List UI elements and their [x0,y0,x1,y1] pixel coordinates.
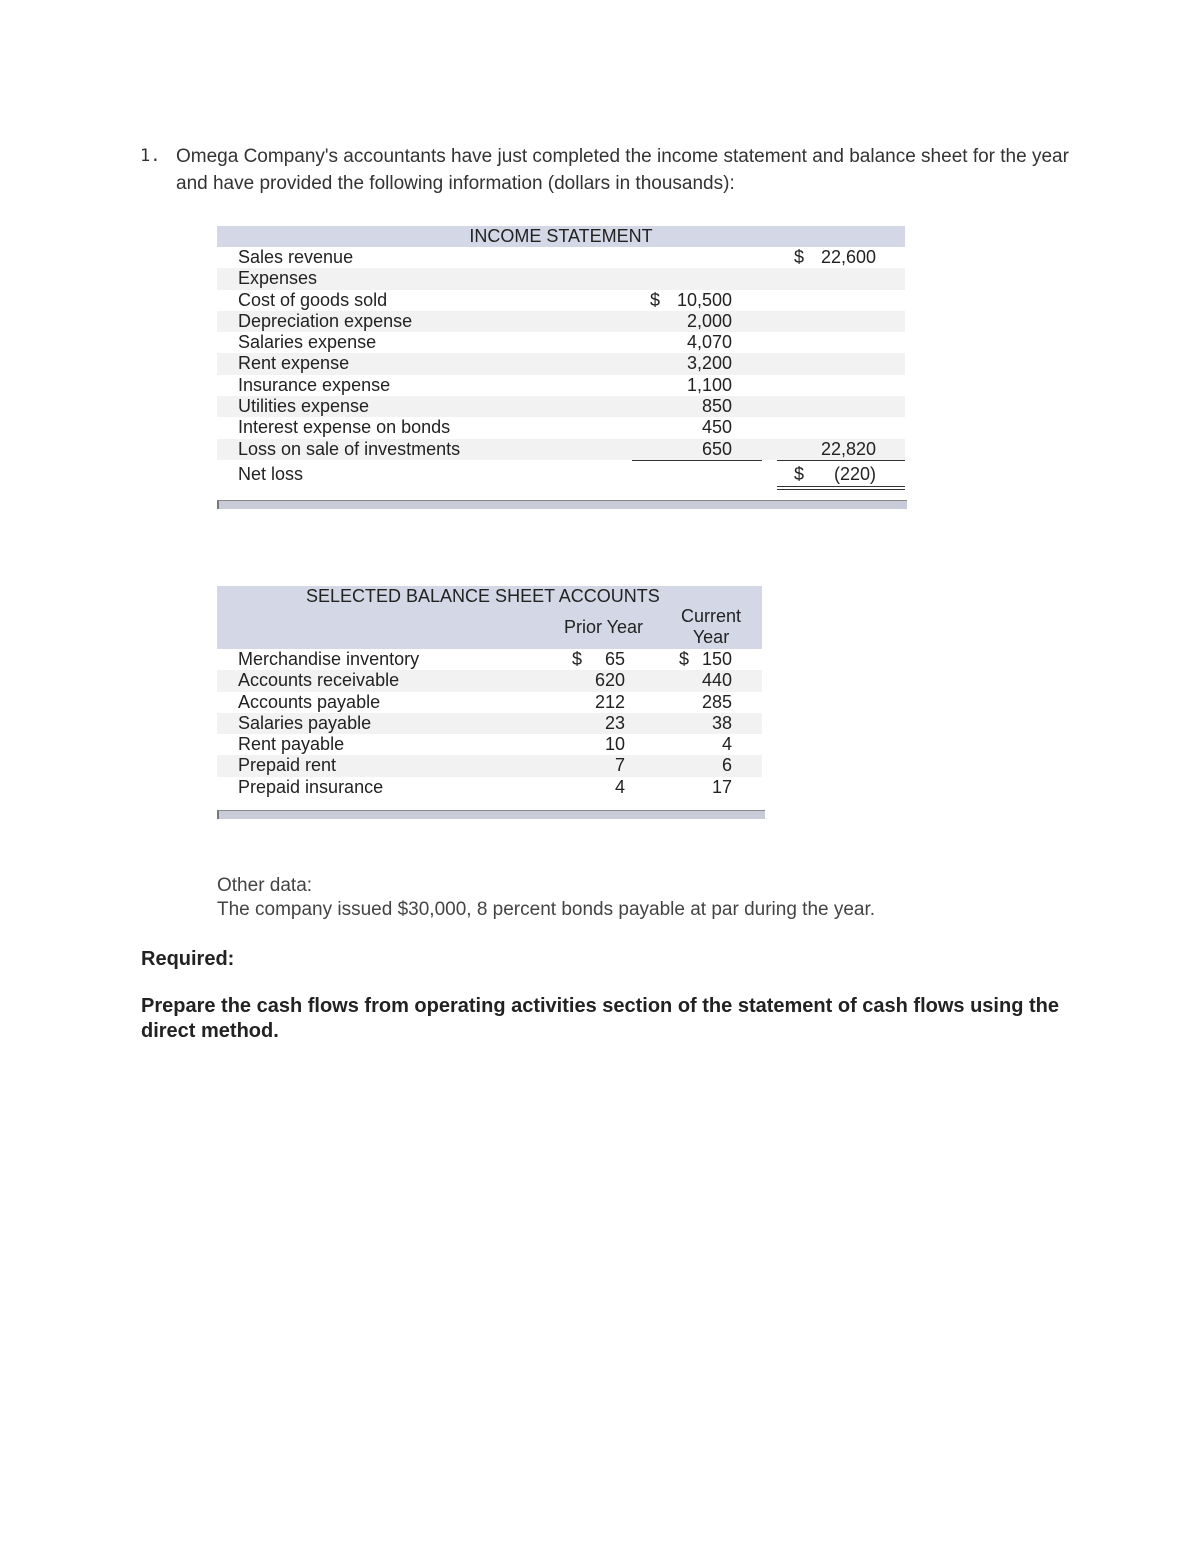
income-statement-footer-bar [217,500,907,509]
amount-column-2: (220) [833,463,876,484]
current-year-value: 38 [711,712,732,733]
row-label: Rent expense [238,353,350,374]
current-year-value: 285 [701,691,732,712]
amount-column-1: 2,000 [686,310,732,331]
double-underline [777,486,905,487]
double-underline [777,489,905,490]
required-text: Prepare the cash flows from operating activities section of the statement of cash flows using the direct method. [141,995,1059,1042]
amount-column-1: 1,100 [686,374,732,395]
table-row [217,396,905,417]
question-number: 1. [140,146,161,166]
row-label: Accounts payable [238,691,381,712]
row-label: Salaries expense [238,332,377,353]
amount-column-1: 3,200 [686,353,732,374]
table-row [217,713,762,734]
table-row [217,311,905,332]
table-row [217,692,762,713]
table-row [217,464,905,485]
row-label: Loss on sale of investments [238,438,461,459]
table-row [217,417,905,438]
prior-year-value: 7 [614,755,625,776]
row-label: Rent payable [238,734,345,755]
table-row [217,649,762,670]
income-statement-rows [217,247,905,485]
row-label: Insurance expense [238,374,391,395]
row-label: Depreciation expense [238,310,413,331]
amount-column-2: 22,820 [820,438,876,459]
subtotal-underline [777,460,905,461]
row-label: Merchandise inventory [238,649,420,669]
row-label: Utilities expense [238,396,370,417]
balance-sheet-title: SELECTED BALANCE SHEET ACCOUNTS [306,586,660,606]
column-header-prior-year: Prior Year [564,617,644,637]
table-row [217,268,905,289]
row-label: Interest expense on bonds [238,417,451,438]
prior-year-value: 65 [604,649,625,669]
table-row [217,353,905,374]
prior-year-value: 23 [604,712,625,733]
income-statement-title: INCOME STATEMENT [217,226,905,247]
row-label: Expenses [238,268,318,289]
current-year-value: 150 [701,649,732,669]
currency-symbol: $ [679,649,690,669]
currency-symbol: $ [572,649,583,669]
column-header-current-year: Current Year [680,606,742,647]
currency-symbol: $ [794,247,805,267]
table-row [217,439,905,460]
prior-year-value: 212 [594,691,625,712]
other-data-block [217,874,875,922]
prior-year-value: 4 [614,776,625,797]
amount-column-1: 450 [701,417,732,438]
amount-column-1: 4,070 [686,332,732,353]
balance-sheet-rows [217,649,762,798]
currency-symbol: $ [794,463,805,484]
table-row [217,332,905,353]
table-row [217,375,905,396]
current-year-value: 440 [701,670,732,691]
amount-column-1: 850 [701,396,732,417]
table-row [217,755,762,776]
table-row [217,247,905,268]
current-year-value: 6 [721,755,732,776]
subtotal-underline [632,460,762,461]
table-row [217,777,762,798]
row-label: Net loss [238,463,304,484]
table-row [217,670,762,691]
other-data-heading: Other data: [217,875,313,896]
amount-column-2: 22,600 [820,247,876,267]
required-heading: Required: [141,948,235,970]
balance-sheet-table [217,586,762,798]
prior-year-value: 620 [594,670,625,691]
other-data-text: The company issued $30,000, 8 percent bonds payable at par during the year. [217,899,876,920]
prior-year-value: 10 [604,734,625,755]
balance-sheet-header [217,586,762,649]
question-text: Omega Company's accountants have just completed the income statement and balance sheet for the year and have provided the following information (dollars in thousands): [176,146,1069,194]
table-row [217,734,762,755]
income-statement-table [217,226,905,485]
currency-symbol: $ [650,289,661,310]
row-label: Accounts receivable [238,670,400,691]
balance-sheet-footer-bar [217,810,765,819]
amount-column-1: 10,500 [676,289,732,310]
current-year-value: 17 [711,776,732,797]
row-label: Prepaid insurance [238,776,384,797]
amount-column-1: 650 [701,438,732,459]
row-label: Sales revenue [238,247,354,267]
table-row [217,290,905,311]
current-year-value: 4 [721,734,732,755]
row-label: Prepaid rent [238,755,337,776]
row-label: Salaries payable [238,712,372,733]
row-label: Cost of goods sold [238,289,388,310]
